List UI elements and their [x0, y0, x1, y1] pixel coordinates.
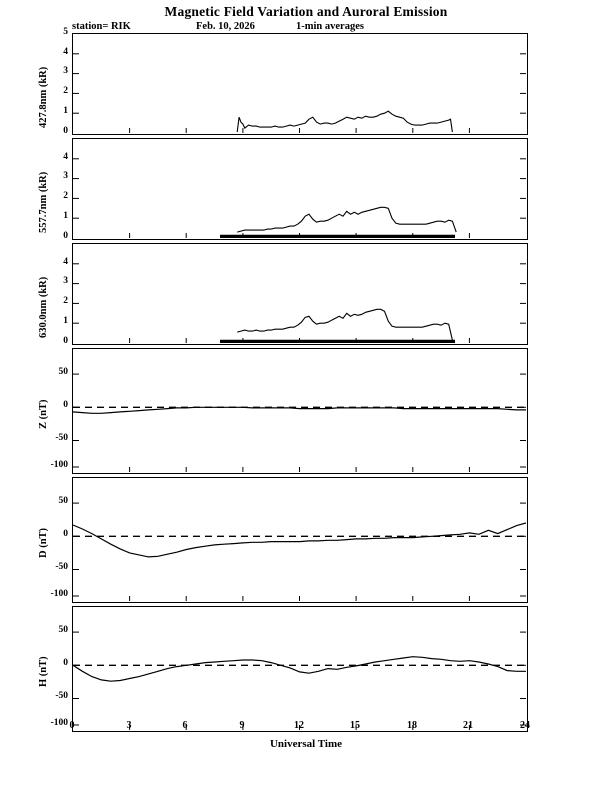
ylabel-630nm: 630.0nm (kR): [38, 276, 49, 338]
series-h: [73, 657, 526, 682]
panel-h-plot: [73, 607, 526, 730]
panel-d-plot: [73, 478, 526, 601]
xtick-3: 3: [126, 720, 132, 731]
ytick-427nm-5: 5: [63, 27, 68, 37]
ytick-d-m100: -100: [50, 589, 68, 599]
date-label: Feb. 10, 2026: [196, 21, 255, 32]
ytick-427nm-2: 2: [63, 86, 68, 96]
panel-d: [72, 477, 528, 603]
ylabel-557nm: 557.7nm (kR): [38, 171, 49, 233]
ytick-557nm-0: 0: [63, 231, 68, 241]
ytick-630nm-2: 2: [63, 296, 68, 306]
xtick-0: 0: [69, 720, 75, 731]
xtick-12: 12: [294, 720, 304, 731]
ytick-z-0: 0: [63, 400, 68, 410]
station-label: station= RIK: [72, 21, 131, 32]
ytick-z-50: 50: [58, 367, 68, 377]
panel-z: [72, 348, 528, 474]
xlabel: Universal Time: [269, 738, 342, 750]
ytick-557nm-3: 3: [63, 171, 68, 181]
y-ticks-h: [73, 632, 526, 725]
ytick-h-50: 50: [58, 625, 68, 635]
ylabel-d: D (nT): [38, 527, 49, 558]
x-ticks-427nm: [130, 128, 470, 133]
ytick-h-0: 0: [63, 658, 68, 668]
series-z: [73, 407, 526, 413]
ytick-557nm-4: 4: [63, 152, 68, 162]
panel-630nm: [72, 243, 528, 345]
averaging-label: 1-min averages: [296, 21, 364, 32]
series-d: [73, 523, 526, 557]
ytick-557nm-1: 1: [63, 211, 68, 221]
ytick-630nm-1: 1: [63, 316, 68, 326]
x-ticks-d: [130, 596, 470, 601]
ylabel-z: Z (nT): [38, 399, 49, 429]
panel-427nm-plot: [73, 34, 526, 133]
y-ticks-557nm: [73, 159, 526, 218]
ytick-z-m100: -100: [50, 460, 68, 470]
x-ticks-z: [130, 467, 470, 472]
ytick-630nm-0: 0: [63, 336, 68, 346]
xtick-15: 15: [350, 720, 360, 731]
panel-557nm: [72, 138, 528, 240]
ytick-557nm-2: 2: [63, 191, 68, 201]
xtick-6: 6: [182, 720, 188, 731]
xtick-21: 21: [463, 720, 473, 731]
series-557nm: [237, 207, 456, 232]
panel-z-plot: [73, 349, 526, 472]
ytick-h-m50: -50: [55, 691, 68, 701]
series-630nm: [237, 309, 452, 340]
y-ticks-d: [73, 503, 526, 596]
series-427nm: [237, 111, 452, 132]
ylabel-h: H (nT): [38, 656, 49, 687]
y-ticks-427nm: [73, 54, 526, 113]
panel-630nm-plot: [73, 244, 526, 343]
y-ticks-z: [73, 374, 526, 467]
panel-427nm: [72, 33, 528, 135]
ytick-d-50: 50: [58, 496, 68, 506]
ytick-427nm-1: 1: [63, 106, 68, 116]
ytick-d-0: 0: [63, 529, 68, 539]
ytick-d-m50: -50: [55, 562, 68, 572]
ytick-h-m100: -100: [50, 718, 68, 728]
panel-557nm-plot: [73, 139, 526, 238]
ytick-427nm-3: 3: [63, 66, 68, 76]
xtick-18: 18: [407, 720, 417, 731]
ytick-427nm-4: 4: [63, 47, 68, 57]
ylabel-427nm: 427.8nm (kR): [38, 66, 49, 128]
ytick-427nm-0: 0: [63, 126, 68, 136]
y-ticks-630nm: [73, 264, 526, 323]
xtick-24: 24: [520, 720, 530, 731]
ytick-z-m50: -50: [55, 433, 68, 443]
figure-title: Magnetic Field Variation and Auroral Emission: [164, 4, 448, 19]
panel-h: [72, 606, 528, 732]
ytick-630nm-4: 4: [63, 257, 68, 267]
ytick-630nm-3: 3: [63, 276, 68, 286]
xtick-9: 9: [239, 720, 245, 731]
